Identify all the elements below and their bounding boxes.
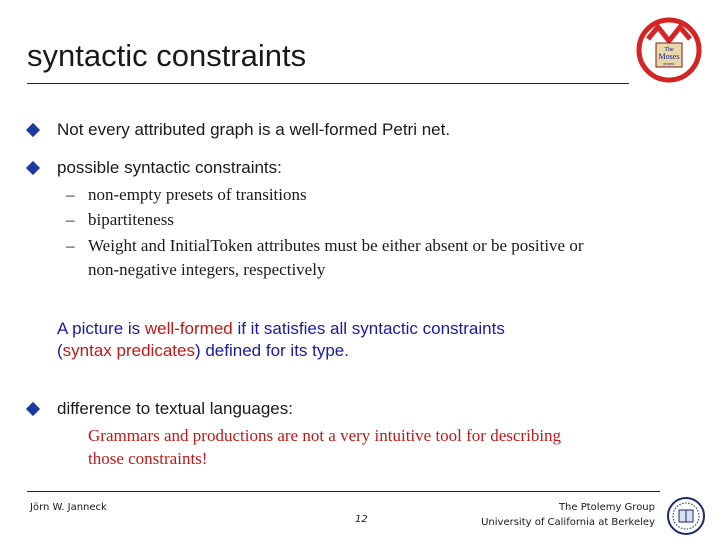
definition-text: A picture is bbox=[57, 319, 145, 338]
definition-text: ) defined for its type. bbox=[194, 341, 349, 360]
note-line-1: Grammars and productions are not a very intuitive tool for describing bbox=[88, 426, 562, 445]
bullet-diamond-icon bbox=[26, 123, 40, 137]
footer-author: Jörn W. Janneck bbox=[30, 502, 107, 513]
logo-text-bottom: project bbox=[663, 61, 675, 66]
title-divider bbox=[27, 83, 629, 84]
sub-item-dash: – bbox=[66, 185, 75, 204]
logo-text-main: Moses bbox=[658, 52, 680, 61]
sub-item-3-continuation: non-negative integers, respectively bbox=[88, 260, 326, 279]
sub-item-dash: – bbox=[66, 210, 75, 229]
sub-item-1: non-empty presets of transitions bbox=[88, 185, 307, 204]
term-well-formed: well-formed bbox=[144, 319, 233, 338]
bullet-diamond-icon bbox=[26, 161, 40, 175]
university-seal-icon bbox=[666, 496, 706, 536]
moses-logo-icon bbox=[636, 17, 702, 83]
bullet-3-text: difference to textual languages: bbox=[57, 399, 293, 418]
definition-line-1 bbox=[57, 319, 505, 339]
bullet-1-text: Not every attributed graph is a well-formed Petri net. bbox=[57, 120, 451, 139]
definition-line-2 bbox=[57, 341, 349, 361]
footer-page-number: 12 bbox=[355, 514, 368, 525]
sub-item-2: bipartiteness bbox=[88, 210, 174, 229]
note-line-2: those constraints! bbox=[88, 449, 208, 468]
definition-text: if it satisfies all syntactic constraints bbox=[232, 319, 505, 338]
bullet-2-text: possible syntactic constraints: bbox=[57, 158, 282, 177]
logo-text-top: The bbox=[664, 47, 674, 53]
sub-item-3: Weight and InitialToken attributes must be either absent or be positive or bbox=[88, 236, 584, 255]
footer-org-name: The Ptolemy Group bbox=[558, 502, 655, 513]
sub-item-dash: – bbox=[66, 236, 75, 255]
footer-university: University of California at Berkeley bbox=[481, 517, 655, 528]
term-syntax-predicates: syntax predicates bbox=[62, 341, 195, 360]
slide-title: syntactic constraints bbox=[27, 38, 307, 73]
definition-text: ( bbox=[57, 341, 63, 360]
bullet-diamond-icon bbox=[26, 402, 40, 416]
footer-divider bbox=[27, 491, 660, 492]
